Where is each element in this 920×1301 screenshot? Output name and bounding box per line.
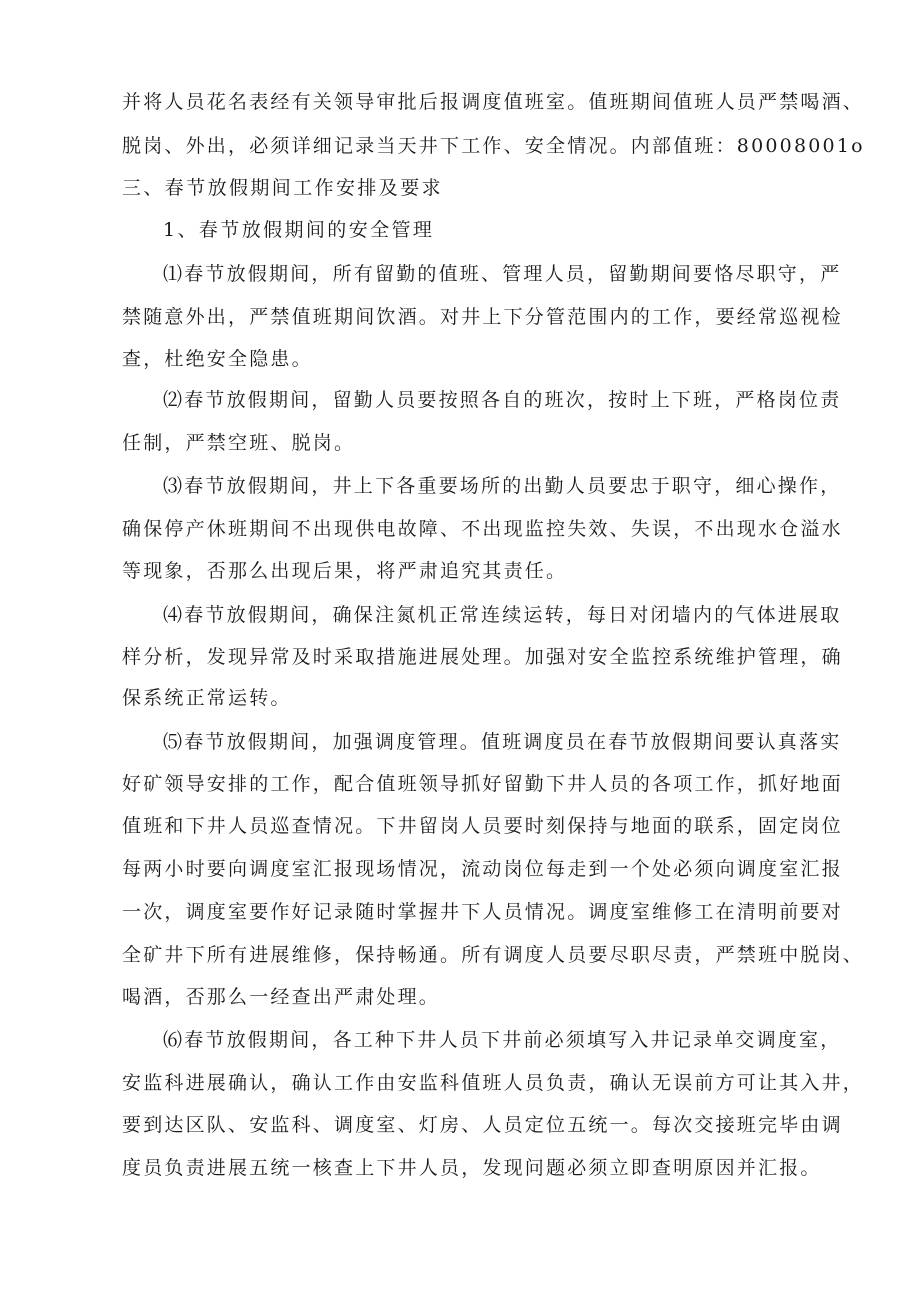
paragraph-line: 样分析，发现异常及时采取措施进展处理。加强对安全监控系统维护管理，确	[122, 646, 843, 668]
paragraph-line: 禁随意外出，严禁值班期间饮酒。对井上下分管范围内的工作，要经常巡视检	[122, 306, 843, 328]
paragraph-line: 度员负责进展五统一核查上下井人员，发现问题必须立即查明原因并汇报。	[122, 1157, 822, 1179]
subsection-heading: 1、春节放假期间的安全管理	[163, 219, 435, 241]
paragraph-line: ⑴春节放假期间，所有留勤的值班、管理人员，留勤期间要恪尽职守，严	[163, 263, 842, 285]
paragraph-line: 任制，严禁空班、脱岗。	[122, 432, 356, 454]
paragraph-line: 要到达区队、安监科、调度室、灯房、人员定位五统一。每次交接班完毕由调	[122, 1114, 843, 1136]
paragraph-line: 保系统正常运转。	[122, 687, 292, 709]
paragraph-line: 值班和下井人员巡查情况。下井留岗人员要时刻保持与地面的联系，固定岗位	[122, 815, 843, 837]
paragraph-line: 喝酒，否那么一经查出严肃处理。	[122, 986, 441, 1008]
paragraph-line: 一次，调度室要作好记录随时掌握井下人员情况。调度室维修工在清明前要对	[122, 901, 843, 923]
paragraph-line: ⑸春节放假期间，加强调度管理。值班调度员在春节放假期间要认真落实	[163, 731, 842, 753]
paragraph-line: ⑶春节放假期间，井上下各重要场所的出勤人员要忠于职守，细心操作，	[163, 475, 842, 497]
paragraph-line: ⑹春节放假期间，各工种下井人员下井前必须填写入井记录单交调度室，	[163, 1029, 842, 1051]
paragraph-line: 每两小时要向调度室汇报现场情况，流动岗位每走到一个处必须向调度室汇报	[122, 858, 843, 880]
section-heading: 三、春节放假期间工作安排及要求	[122, 177, 444, 199]
paragraph-line: 确保停产休班期间不出现供电故障、不出现监控失效、失误，不出现水仓溢水	[122, 518, 843, 540]
paragraph-line: ⑵春节放假期间，留勤人员要按照各自的班次，按时上下班，严格岗位责	[163, 389, 842, 411]
paragraph-line: 等现象，否那么出现后果，将严肃追究其责任。	[122, 560, 568, 582]
paragraph-line: 好矿领导安排的工作，配合值班领导抓好留勤下井人员的各项工作，抓好地面	[122, 773, 843, 795]
paragraph-line: 脱岗、外出，必须详细记录当天井下工作、安全情况。内部值班：80008001o	[122, 135, 865, 157]
paragraph-line: 全矿井下所有进展维修，保持畅通。所有调度人员要尽职尽责，严禁班中脱岗、	[122, 944, 865, 966]
paragraph-line: 并将人员花名表经有关领导审批后报调度值班室。值班期间值班人员严禁喝酒、	[122, 91, 865, 113]
paragraph-line: ⑷春节放假期间，确保注氮机正常连续运转，每日对闭墙内的气体进展取	[163, 604, 842, 626]
paragraph-line: 安监科进展确认，确认工作由安监科值班人员负责，确认无误前方可让其入井，	[122, 1072, 865, 1094]
paragraph-line: 查，杜绝安全隐患。	[122, 348, 313, 370]
